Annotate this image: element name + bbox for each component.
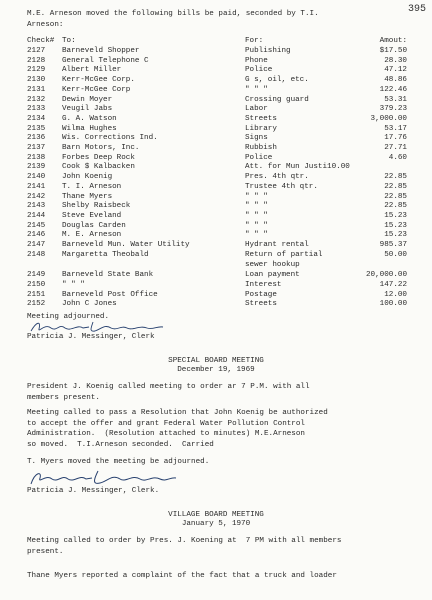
cell-for: Rubbish — [245, 144, 277, 152]
cell-to: Steve Eveland — [62, 211, 122, 220]
cell-for: Trustee 4th qtr. — [245, 182, 318, 191]
cell-to: Kerr-McGee Corp — [62, 85, 131, 94]
cell-for: Labor — [245, 105, 268, 114]
cell-check: 2131 — [27, 85, 46, 94]
cell-for: Postage — [245, 290, 277, 299]
table-row — [27, 280, 407, 290]
special-paragraph-3: T. Myers moved the meeting be adjourned. — [27, 458, 210, 466]
cell-for-continued: sewer hookup — [245, 260, 300, 269]
cell-amount: 28.30 — [384, 56, 407, 65]
cell-to: Barneveld Mun. Water Utility — [62, 241, 190, 249]
header-for: For: — [245, 37, 264, 45]
cell-amount: 53.17 — [384, 124, 407, 133]
cell-for: Interest — [245, 280, 282, 289]
cell-for: Streets — [245, 114, 277, 123]
cell-check: 2151 — [27, 290, 46, 299]
cell-check: 2143 — [27, 202, 46, 211]
cell-for: Hydrant rental — [245, 241, 309, 249]
cell-to: Forbes Deep Rock — [62, 153, 135, 162]
table-row — [27, 56, 407, 66]
cell-check: 2133 — [27, 105, 46, 114]
cell-for: Crossing guard — [245, 95, 309, 104]
cell-to: Kerr-McGee Corp. — [62, 76, 135, 85]
table-row — [27, 221, 407, 231]
cell-to: Cook $ Kalbacken — [62, 163, 135, 172]
cell-check: 2128 — [27, 56, 46, 65]
intro-paragraph: M.E. Arneson moved the following bills be paid, seconded by T.I. Arneson: — [27, 10, 319, 29]
cell-amount: 15.23 — [384, 211, 407, 220]
cell-to: T. I. Arneson — [62, 182, 122, 191]
special-meeting-title: SPECIAL BOARD MEETING — [168, 357, 264, 365]
cell-check: 2149 — [27, 271, 46, 280]
cell-check: 2152 — [27, 300, 46, 309]
cell-check: 2134 — [27, 114, 46, 123]
cell-amount: 122.46 — [379, 85, 407, 94]
cell-to: Douglas Carden — [62, 221, 126, 230]
cell-for: Police — [245, 66, 273, 75]
cell-to: M. E. Arneson — [62, 231, 122, 240]
cell-check: 2142 — [27, 192, 46, 201]
cell-amount: 22.85 — [384, 192, 407, 201]
cell-amount: 12.00 — [384, 290, 407, 299]
table-row — [27, 182, 407, 192]
special-paragraph-1: President J. Koenig called meeting to order ar 7 P.M. with all members present. — [27, 383, 310, 402]
table-row — [27, 211, 407, 221]
table-row — [27, 230, 407, 240]
table-row — [27, 85, 407, 95]
bills-header-row — [27, 36, 407, 46]
cell-for: " " " — [245, 202, 268, 211]
cell-amount: 22.85 — [384, 202, 407, 211]
cell-to: Shelby Raisbeck — [62, 202, 131, 211]
cell-for: " " " — [245, 192, 268, 201]
cell-amount: 27.71 — [384, 144, 407, 152]
table-row — [27, 201, 407, 211]
header-check: Check# — [27, 37, 55, 45]
special-meeting-date: December 19, 1969 — [177, 366, 255, 374]
table-row — [27, 240, 407, 250]
table-row — [27, 133, 407, 143]
cell-for: Signs — [245, 134, 268, 143]
cell-amount: 15.23 — [384, 231, 407, 240]
cell-check: 2150 — [27, 280, 46, 289]
table-row — [27, 75, 407, 85]
table-row — [27, 299, 407, 309]
village-paragraph-1: Meeting called to order by Pres. J. Koening at 7 PM with all members present. — [27, 537, 342, 556]
cell-amount: 379.23 — [379, 105, 407, 114]
village-meeting-title: VILLAGE BOARD MEETING — [168, 511, 264, 519]
cell-to: Barn Motors, Inc. — [62, 144, 140, 152]
cell-to: " " " — [62, 280, 85, 289]
table-row — [27, 290, 407, 300]
cell-amount: 50.00 — [384, 250, 407, 259]
cell-amount: 985.37 — [379, 241, 407, 249]
cell-amount: 147.22 — [379, 280, 407, 289]
cell-to: General Telephone C — [62, 56, 149, 65]
table-row — [27, 95, 407, 105]
cell-for: Loan payment — [245, 271, 300, 280]
clerk-name-1: Patricia J. Messinger, Clerk — [27, 333, 155, 341]
cell-check: 2144 — [27, 211, 46, 220]
cell-for: G s, oil, etc. — [245, 76, 309, 85]
page-number: 395 — [408, 4, 427, 15]
cell-amount: $17.50 — [379, 47, 407, 55]
cell-amount: 22.85 — [384, 173, 407, 182]
cell-check: 2135 — [27, 124, 46, 133]
cell-for: Publishing — [245, 47, 291, 55]
table-row — [27, 104, 407, 114]
cell-check: 2140 — [27, 173, 46, 182]
cell-for: Phone — [245, 56, 268, 65]
cell-amount: 4.60 — [388, 153, 407, 162]
cell-to: Thane Myers — [62, 192, 113, 201]
table-row — [27, 114, 407, 124]
cell-for: Att. for Mun Justi10.00 — [245, 163, 350, 172]
cell-amount: 22.85 — [384, 182, 407, 191]
cell-check: 2136 — [27, 134, 46, 143]
cell-check: 2127 — [27, 47, 46, 55]
cell-to: G. A. Watson — [62, 114, 117, 123]
cell-amount: 3,000.00 — [370, 114, 407, 123]
cell-to: Veugil Jabs — [62, 105, 113, 114]
village-meeting-date: January 5, 1970 — [181, 520, 251, 528]
table-row — [27, 153, 407, 163]
cell-amount: 48.86 — [384, 76, 407, 85]
table-row — [27, 65, 407, 75]
table-row — [27, 46, 407, 56]
cell-check: 2130 — [27, 76, 46, 85]
cell-check: 2141 — [27, 182, 46, 191]
cell-check: 2129 — [27, 66, 46, 75]
table-row — [27, 250, 407, 269]
cell-to: Wis. Corrections Ind. — [62, 134, 158, 143]
cell-check: 2147 — [27, 241, 46, 249]
table-row — [27, 270, 407, 280]
village-paragraph-2: Thane Myers reported a complaint of the fact that a truck and loader — [27, 572, 337, 580]
cell-to: Barneveld Shopper — [62, 47, 140, 55]
cell-check: 2148 — [27, 250, 46, 259]
cell-for: " " " — [245, 221, 268, 230]
cell-to: Albert Miller — [62, 66, 122, 75]
cell-amount: 15.23 — [384, 221, 407, 230]
cell-for: Police — [245, 153, 273, 162]
cell-to: Dewin Moyer — [62, 95, 113, 104]
cell-to: Barneveld State Bank — [62, 271, 154, 280]
cell-amount: 47.12 — [384, 66, 407, 75]
cell-to: John C Jones — [62, 300, 117, 309]
header-amount: Amout: — [379, 37, 407, 45]
cell-to: John Koenig — [62, 173, 113, 182]
header-to: To: — [62, 37, 76, 45]
clerk-name-2: Patricia J. Messinger, Clerk. — [27, 487, 160, 495]
cell-to: Margaretta Theobald — [62, 250, 149, 259]
table-row — [27, 172, 407, 182]
cell-to: Wilma Hughes — [62, 124, 117, 133]
cell-amount: 53.31 — [384, 95, 407, 104]
table-row — [27, 124, 407, 134]
cell-for: Library — [245, 124, 277, 133]
table-row — [27, 143, 407, 153]
table-row — [27, 192, 407, 202]
cell-for: Streets — [245, 300, 277, 309]
cell-for: Pres. 4th qtr. — [245, 173, 309, 182]
cell-amount: 17.76 — [384, 134, 407, 143]
cell-check: 2132 — [27, 95, 46, 104]
table-row — [27, 162, 407, 172]
cell-amount: 100.00 — [379, 300, 407, 309]
cell-check: 2137 — [27, 144, 46, 152]
cell-for: Return of partial — [245, 250, 323, 259]
cell-check: 2138 — [27, 153, 46, 162]
cell-check: 2139 — [27, 163, 46, 172]
cell-for: " " " — [245, 85, 268, 94]
special-paragraph-2: Meeting called to pass a Resolution that John Koenig be authorized to accept the offer and grant Federal Water Pollution Control Administration. (Resolution attached to minutes) M.E.Arneson so moved. T.I.Arneson seconded. Carried — [27, 409, 328, 449]
cell-check: 2146 — [27, 231, 46, 240]
cell-to: Barneveld Post Office — [62, 290, 158, 299]
cell-amount: 20,000.00 — [365, 271, 407, 280]
cell-check: 2145 — [27, 221, 46, 230]
adjourned-line-1: Meeting adjourned. — [27, 313, 110, 321]
cell-for: " " " — [245, 231, 268, 240]
cell-for: " " " — [245, 211, 268, 220]
